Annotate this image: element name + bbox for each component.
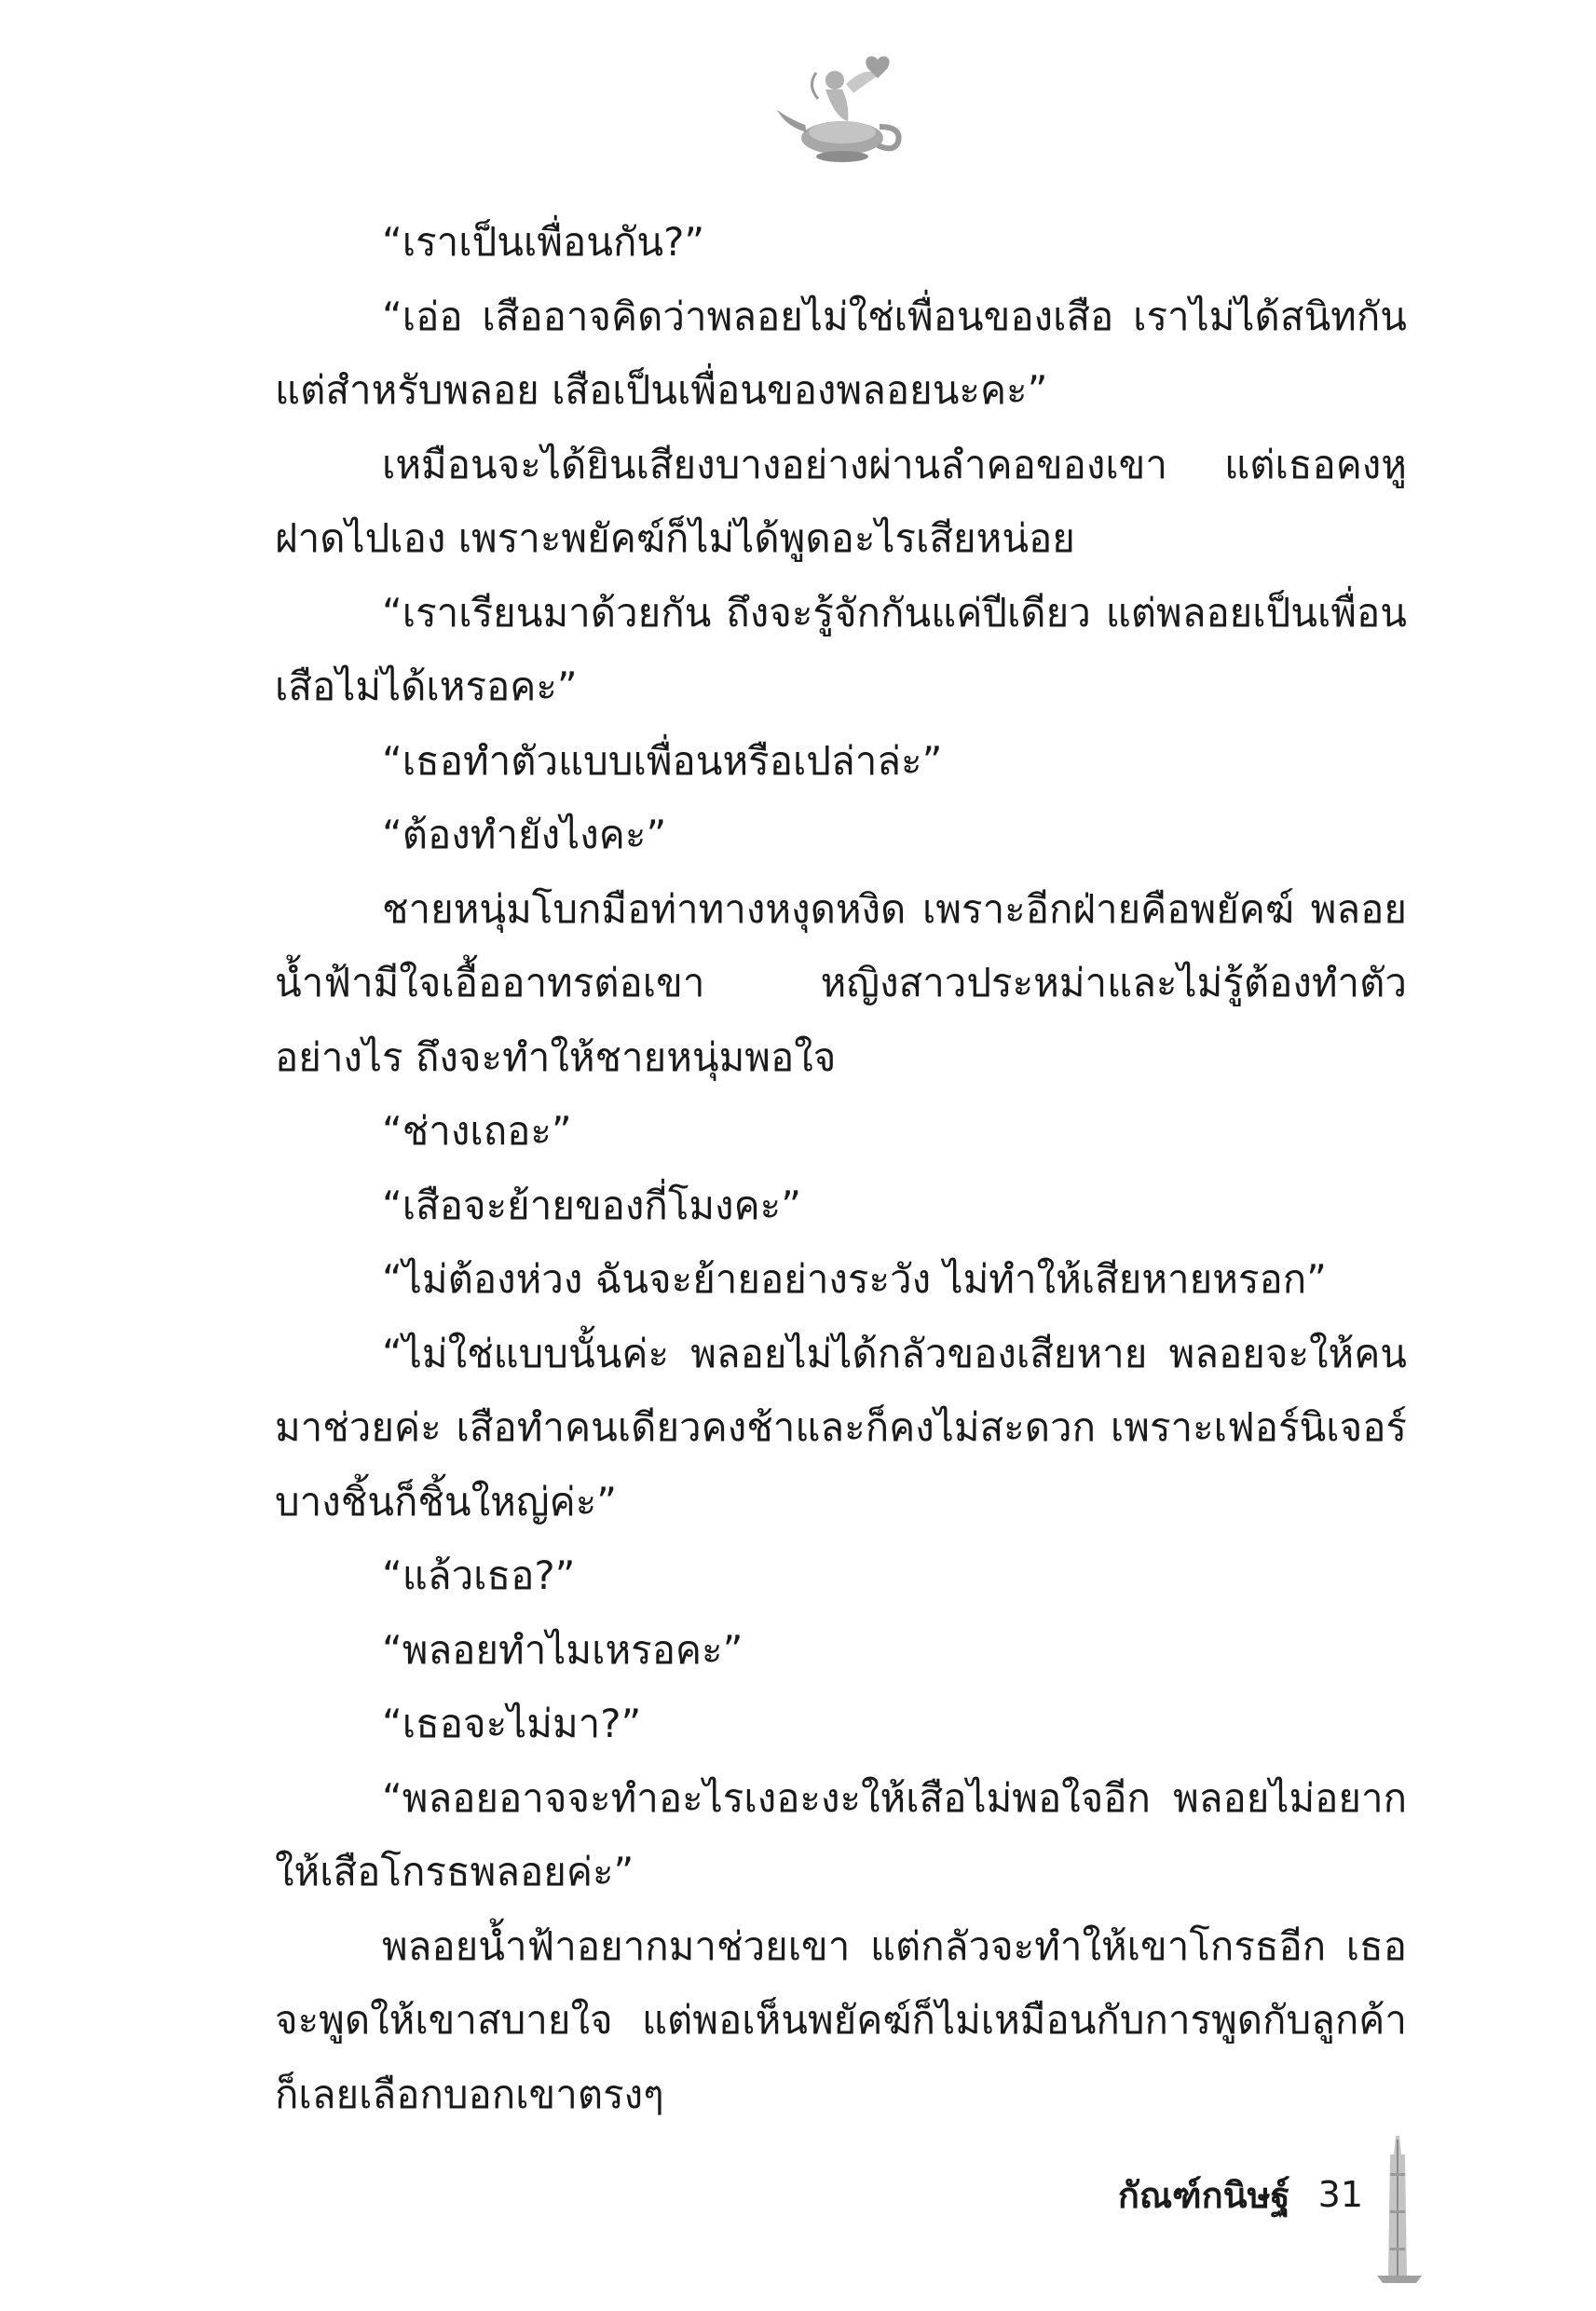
tower-ornament-icon xyxy=(1377,2136,1422,2285)
paragraph-14: “เธอจะไม่มา?” xyxy=(382,1701,642,1746)
paragraph-11: “ไม่ใช่แบบนั้นค่ะ พลอยไม่ได้กลัวของเสียหาย พลอยจะให้คนมาช่วยค่ะ เสือทำคนเดียวคงช้าและก็คงไม่สะดวก เพราะเฟอร์นิเจอร์บางชิ้นก็ชิ้นใหญ่ค่ะ” xyxy=(275,1330,1407,1525)
paragraph-4: “เราเรียนมาด้วยกัน ถึงจะรู้จักกันแค่ปีเดียว แต่พลอยเป็นเพื่อนเสือไม่ได้เหรอคะ” xyxy=(275,589,1407,709)
paragraph-15: “พลอยอาจจะทำอะไรเงอะงะให้เสือไม่พอใจอีก พลอยไม่อยากให้เสือโกรธพลอยค่ะ” xyxy=(275,1774,1407,1894)
paragraph-2: “เอ่อ เสืออาจคิดว่าพลอยไม่ใช่เพื่อนของเสือ เราไม่ได้สนิทกัน แต่สำหรับพลอย เสือเป็นเพื่อนของพลอยนะคะ” xyxy=(275,293,1407,413)
teapot-cupid-ornament-icon xyxy=(770,52,909,173)
paragraph-10: “ไม่ต้องห่วง ฉันจะย้ายอย่างระวัง ไม่ทำให้เสียหายหรอก” xyxy=(382,1256,1327,1302)
paragraph-16: พลอยน้ำฟ้าอยากมาช่วยเขา แต่กลัวจะทำให้เขาโกรธอีก เธอจะพูดให้เขาสบายใจ แต่พอเห็นพยัคฆ์ก็ไม่เหมือนกับการพูดกับลูกค้าก็เลยเลือกบอกเขาตรงๆ xyxy=(275,1922,1407,2117)
paragraph-12: “แล้วเธอ?” xyxy=(382,1552,576,1598)
page-number: 31 xyxy=(1317,2174,1363,2215)
page-footer xyxy=(1118,2162,1363,2227)
body-text xyxy=(275,205,1407,2131)
paragraph-7: ชายหนุ่มโบกมือท่าทางหงุดหงิด เพราะอีกฝ่ายคือพยัคฆ์ พลอยน้ำฟ้ามีใจเอื้ออาทรต่อเขา หญิงสาวประหม่าและไม่รู้ต้องทำตัวอย่างไร ถึงจะทำให้ชายหนุ่มพอใจ xyxy=(275,885,1407,1080)
paragraph-13: “พลอยทำไมเหรอคะ” xyxy=(382,1626,743,1673)
book-title: กัณฑ์กนิษฐ์ xyxy=(1117,2174,1290,2216)
paragraph-6: “ต้องทำยังไงคะ” xyxy=(382,812,667,857)
paragraph-8: “ช่างเถอะ” xyxy=(382,1108,572,1154)
paragraph-3: เหมือนจะได้ยินเสียงบางอย่างผ่านลำคอของเขา แต่เธอคงหูฝาดไปเอง เพราะพยัคฆ์ก็ไม่ได้พูดอะไรเสียหน่อย xyxy=(275,441,1407,561)
paragraph-1: “เราเป็นเพื่อนกัน?” xyxy=(382,219,705,265)
paragraph-5: “เธอทำตัวแบบเพื่อนหรือเปล่าล่ะ” xyxy=(382,737,943,784)
paragraph-9: “เสือจะย้ายของกี่โมงคะ” xyxy=(382,1182,801,1228)
